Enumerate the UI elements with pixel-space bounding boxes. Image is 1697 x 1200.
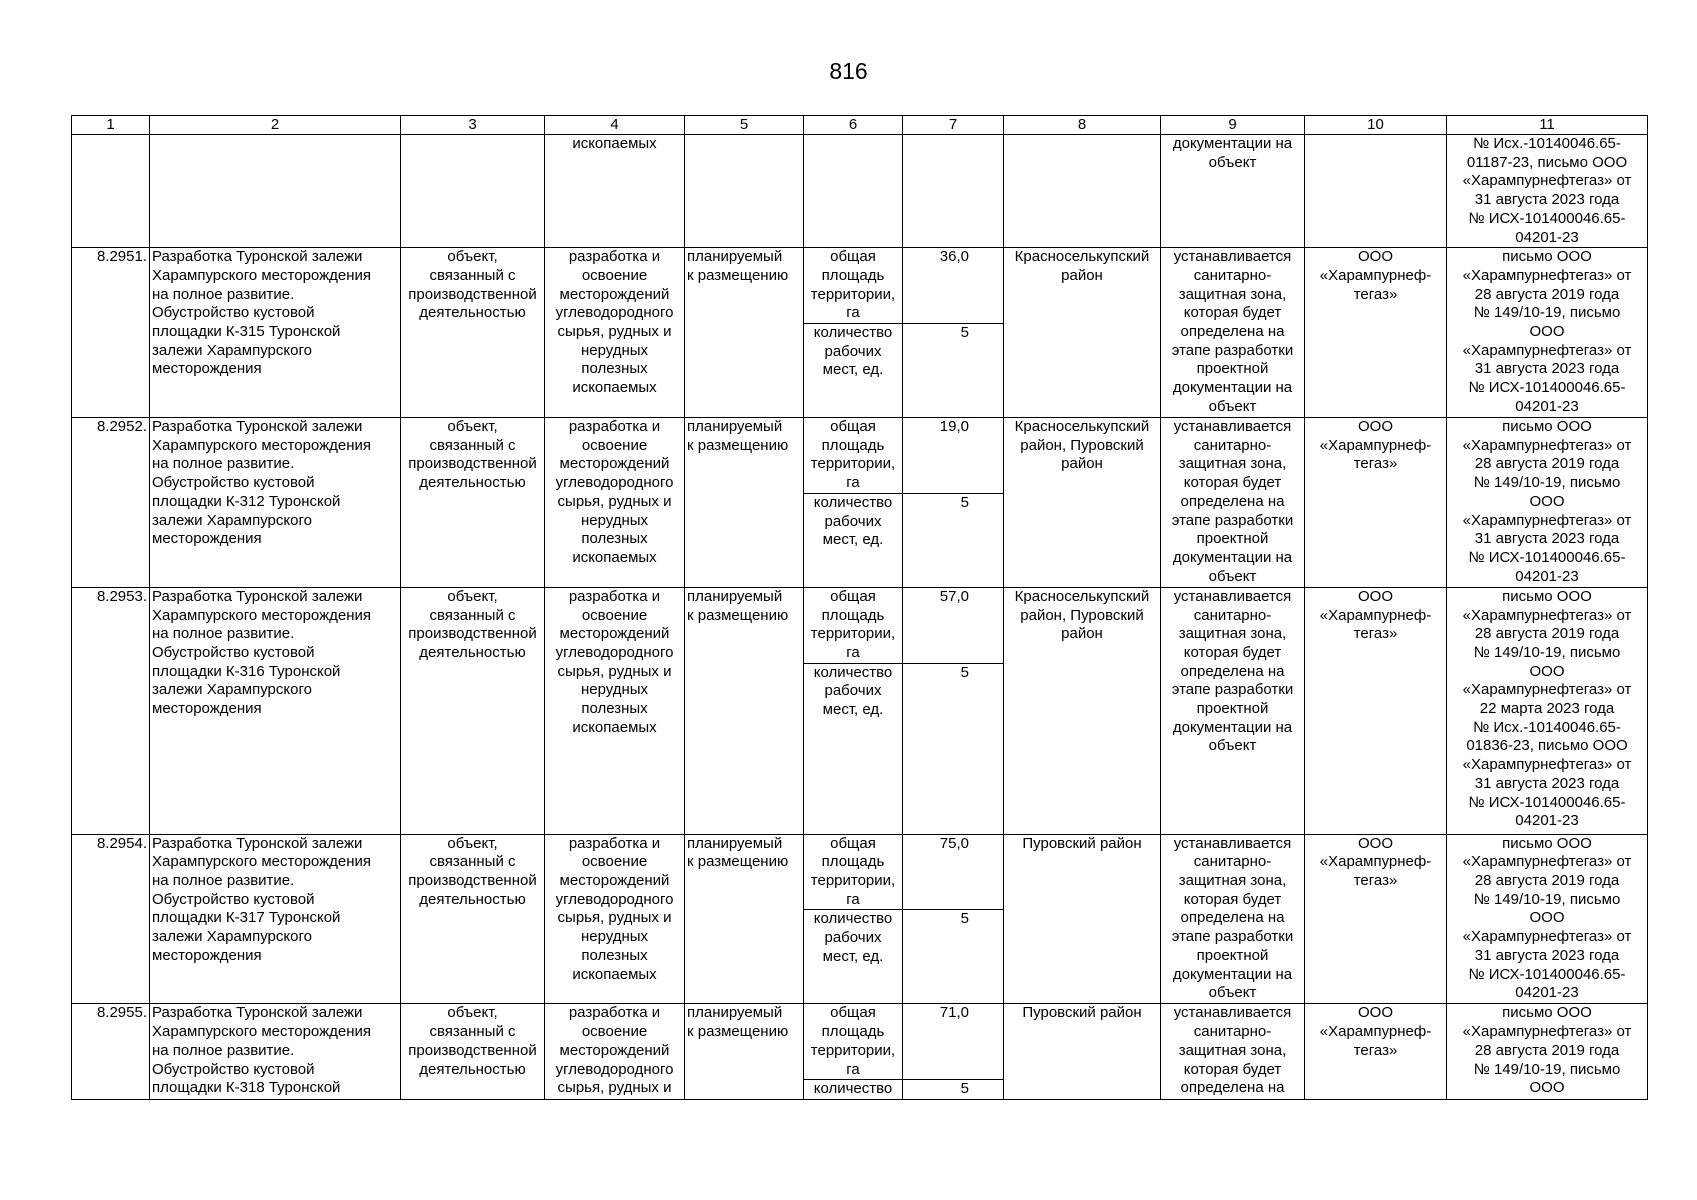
cell-type: объект, связанный с производственной деятельностью — [401, 418, 545, 588]
cell-location — [1004, 135, 1161, 248]
cell-number: 8.2954. — [72, 834, 150, 1004]
cell-value: 36,0 — [903, 248, 1004, 324]
cell-status: планируемый к размещению — [685, 587, 804, 834]
cell-value — [903, 135, 1004, 248]
cell-basis: письмо ООО «Харампурнефтегаз» от 28 августа 2019 года № 149/10-19, письмо ООО «Харампурнефтегаз» от 31 августа 2023 года № ИСХ-101400046.65- 04201-23 — [1447, 418, 1648, 588]
cell-initiator: ООО «Харампурнеф- тегаз» — [1305, 418, 1447, 588]
cell-basis: письмо ООО «Харампурнефтегаз» от 28 августа 2019 года № 149/10-19, письмо ООО «Харампурнефтегаз» от 22 марта 2023 года № Исх.-10140046.65- 01836-23, письмо ООО «Харампурнефтегаз» от 31 августа 2023 года № ИСХ-101400046.65- 04201-23 — [1447, 587, 1648, 834]
column-header: 3 — [401, 116, 545, 135]
cell-purpose: разработка и освоение месторождений углеводородного сырья, рудных и нерудных полезных ископаемых — [545, 248, 685, 418]
cell-type — [401, 135, 545, 248]
cell-purpose: разработка и освоение месторождений углеводородного сырья, рудных и нерудных полезных ископаемых — [545, 418, 685, 588]
cell-number — [72, 135, 150, 248]
cell-value: 5 — [903, 1080, 1004, 1100]
cell-initiator: ООО «Харампурнеф- тегаз» — [1305, 248, 1447, 418]
cell-type: объект, связанный с производственной деятельностью — [401, 587, 545, 834]
cell-name: Разработка Туронской залежи Харампурского месторождения на полное развитие. Обустройство кустовой площадки К-316 Туронской залежи Харампурского месторождения — [150, 587, 401, 834]
cell-type: объект, связанный с производственной деятельностью — [401, 248, 545, 418]
table-row — [72, 834, 1648, 910]
cell-value: 19,0 — [903, 418, 1004, 494]
cell-purpose: ископаемых — [545, 135, 685, 248]
cell-number: 8.2951. — [72, 248, 150, 418]
cell-value: 5 — [903, 324, 1004, 418]
cell-number: 8.2953. — [72, 587, 150, 834]
column-header: 7 — [903, 116, 1004, 135]
cell-characteristic: количество рабочих мест, ед. — [804, 493, 903, 587]
table-row — [72, 418, 1648, 494]
cell-value: 71,0 — [903, 1004, 1004, 1080]
cell-name: Разработка Туронской залежи Харампурского месторождения на полное развитие. Обустройство кустовой площадки К-315 Туронской залежи Харампурского месторождения — [150, 248, 401, 418]
cell-number: 8.2955. — [72, 1004, 150, 1100]
column-header: 10 — [1305, 116, 1447, 135]
cell-purpose: разработка и освоение месторождений углеводородного сырья, рудных и нерудных полезных ископаемых — [545, 834, 685, 1004]
cell-characteristic: общая площадь территории, га — [804, 834, 903, 910]
cell-characteristic: количество рабочих мест, ед. — [804, 663, 903, 834]
cell-number: 8.2952. — [72, 418, 150, 588]
cell-value: 75,0 — [903, 834, 1004, 910]
cell-zone: устанавливается санитарно- защитная зона, которая будет определена на этапе разработки проектной документации на объект — [1161, 248, 1305, 418]
cell-initiator: ООО «Харампурнеф- тегаз» — [1305, 1004, 1447, 1100]
cell-purpose: разработка и освоение месторождений углеводородного сырья, рудных и нерудных полезных ископаемых — [545, 587, 685, 834]
cell-location: Пуровский район — [1004, 834, 1161, 1004]
column-header: 5 — [685, 116, 804, 135]
table-row — [72, 248, 1648, 324]
cell-initiator: ООО «Харампурнеф- тегаз» — [1305, 587, 1447, 834]
column-header: 1 — [72, 116, 150, 135]
header-row — [72, 116, 1648, 135]
cell-location: Красноселькупский район, Пуровский район — [1004, 587, 1161, 834]
cell-characteristic: количество рабочих мест, ед. — [804, 910, 903, 1004]
cell-characteristic: общая площадь территории, га — [804, 1004, 903, 1080]
cell-status: планируемый к размещению — [685, 834, 804, 1004]
cell-basis: письмо ООО «Харампурнефтегаз» от 28 августа 2019 года № 149/10-19, письмо ООО «Харампурнефтегаз» от 31 августа 2023 года № ИСХ-101400046.65- 04201-23 — [1447, 834, 1648, 1004]
cell-basis: письмо ООО «Харампурнефтегаз» от 28 августа 2019 года № 149/10-19, письмо ООО — [1447, 1004, 1648, 1100]
cell-characteristic: количество — [804, 1080, 903, 1100]
table-row — [72, 1004, 1648, 1080]
cell-name — [150, 135, 401, 248]
cell-zone: устанавливается санитарно- защитная зона, которая будет определена на — [1161, 1004, 1305, 1100]
cell-location: Пуровский район — [1004, 1004, 1161, 1100]
cell-characteristic — [804, 135, 903, 248]
cell-value: 5 — [903, 663, 1004, 834]
cell-initiator: ООО «Харампурнеф- тегаз» — [1305, 834, 1447, 1004]
column-header: 6 — [804, 116, 903, 135]
cell-value: 57,0 — [903, 587, 1004, 663]
cell-location: Красноселькупский район, Пуровский район — [1004, 418, 1161, 588]
cell-value: 5 — [903, 910, 1004, 1004]
cell-name: Разработка Туронской залежи Харампурского месторождения на полное развитие. Обустройство кустовой площадки К-318 Туронской — [150, 1004, 401, 1100]
cell-characteristic: количество рабочих мест, ед. — [804, 324, 903, 418]
cell-name: Разработка Туронской залежи Харампурского месторождения на полное развитие. Обустройство кустовой площадки К-317 Туронской залежи Харампурского месторождения — [150, 834, 401, 1004]
cell-zone: документации на объект — [1161, 135, 1305, 248]
cell-name: Разработка Туронской залежи Харампурского месторождения на полное развитие. Обустройство кустовой площадки К-312 Туронской залежи Харампурского месторождения — [150, 418, 401, 588]
cell-type: объект, связанный с производственной деятельностью — [401, 1004, 545, 1100]
column-header: 4 — [545, 116, 685, 135]
cell-purpose: разработка и освоение месторождений углеводородного сырья, рудных и — [545, 1004, 685, 1100]
continuation-row — [72, 135, 1648, 248]
cell-value: 5 — [903, 493, 1004, 587]
column-header: 11 — [1447, 116, 1648, 135]
register-table — [71, 115, 1648, 1100]
cell-zone: устанавливается санитарно- защитная зона, которая будет определена на этапе разработки проектной документации на объект — [1161, 418, 1305, 588]
column-header: 9 — [1161, 116, 1305, 135]
cell-characteristic: общая площадь территории, га — [804, 418, 903, 494]
cell-location: Красноселькупский район — [1004, 248, 1161, 418]
cell-status — [685, 135, 804, 248]
cell-basis: письмо ООО «Харампурнефтегаз» от 28 августа 2019 года № 149/10-19, письмо ООО «Харампурнефтегаз» от 31 августа 2023 года № ИСХ-101400046.65- 04201-23 — [1447, 248, 1648, 418]
page-number: 816 — [829, 58, 868, 84]
cell-initiator — [1305, 135, 1447, 248]
cell-zone: устанавливается санитарно- защитная зона, которая будет определена на этапе разработки проектной документации на объект — [1161, 587, 1305, 834]
column-header: 2 — [150, 116, 401, 135]
table-row — [72, 587, 1648, 663]
cell-status: планируемый к размещению — [685, 418, 804, 588]
cell-type: объект, связанный с производственной деятельностью — [401, 834, 545, 1004]
cell-basis: № Исх.-10140046.65- 01187-23, письмо ООО «Харампурнефтегаз» от 31 августа 2023 года № ИСХ-101400046.65- 04201-23 — [1447, 135, 1648, 248]
cell-characteristic: общая площадь территории, га — [804, 587, 903, 663]
cell-status: планируемый к размещению — [685, 1004, 804, 1100]
cell-characteristic: общая площадь территории, га — [804, 248, 903, 324]
cell-zone: устанавливается санитарно- защитная зона, которая будет определена на этапе разработки проектной документации на объект — [1161, 834, 1305, 1004]
cell-status: планируемый к размещению — [685, 248, 804, 418]
column-header: 8 — [1004, 116, 1161, 135]
